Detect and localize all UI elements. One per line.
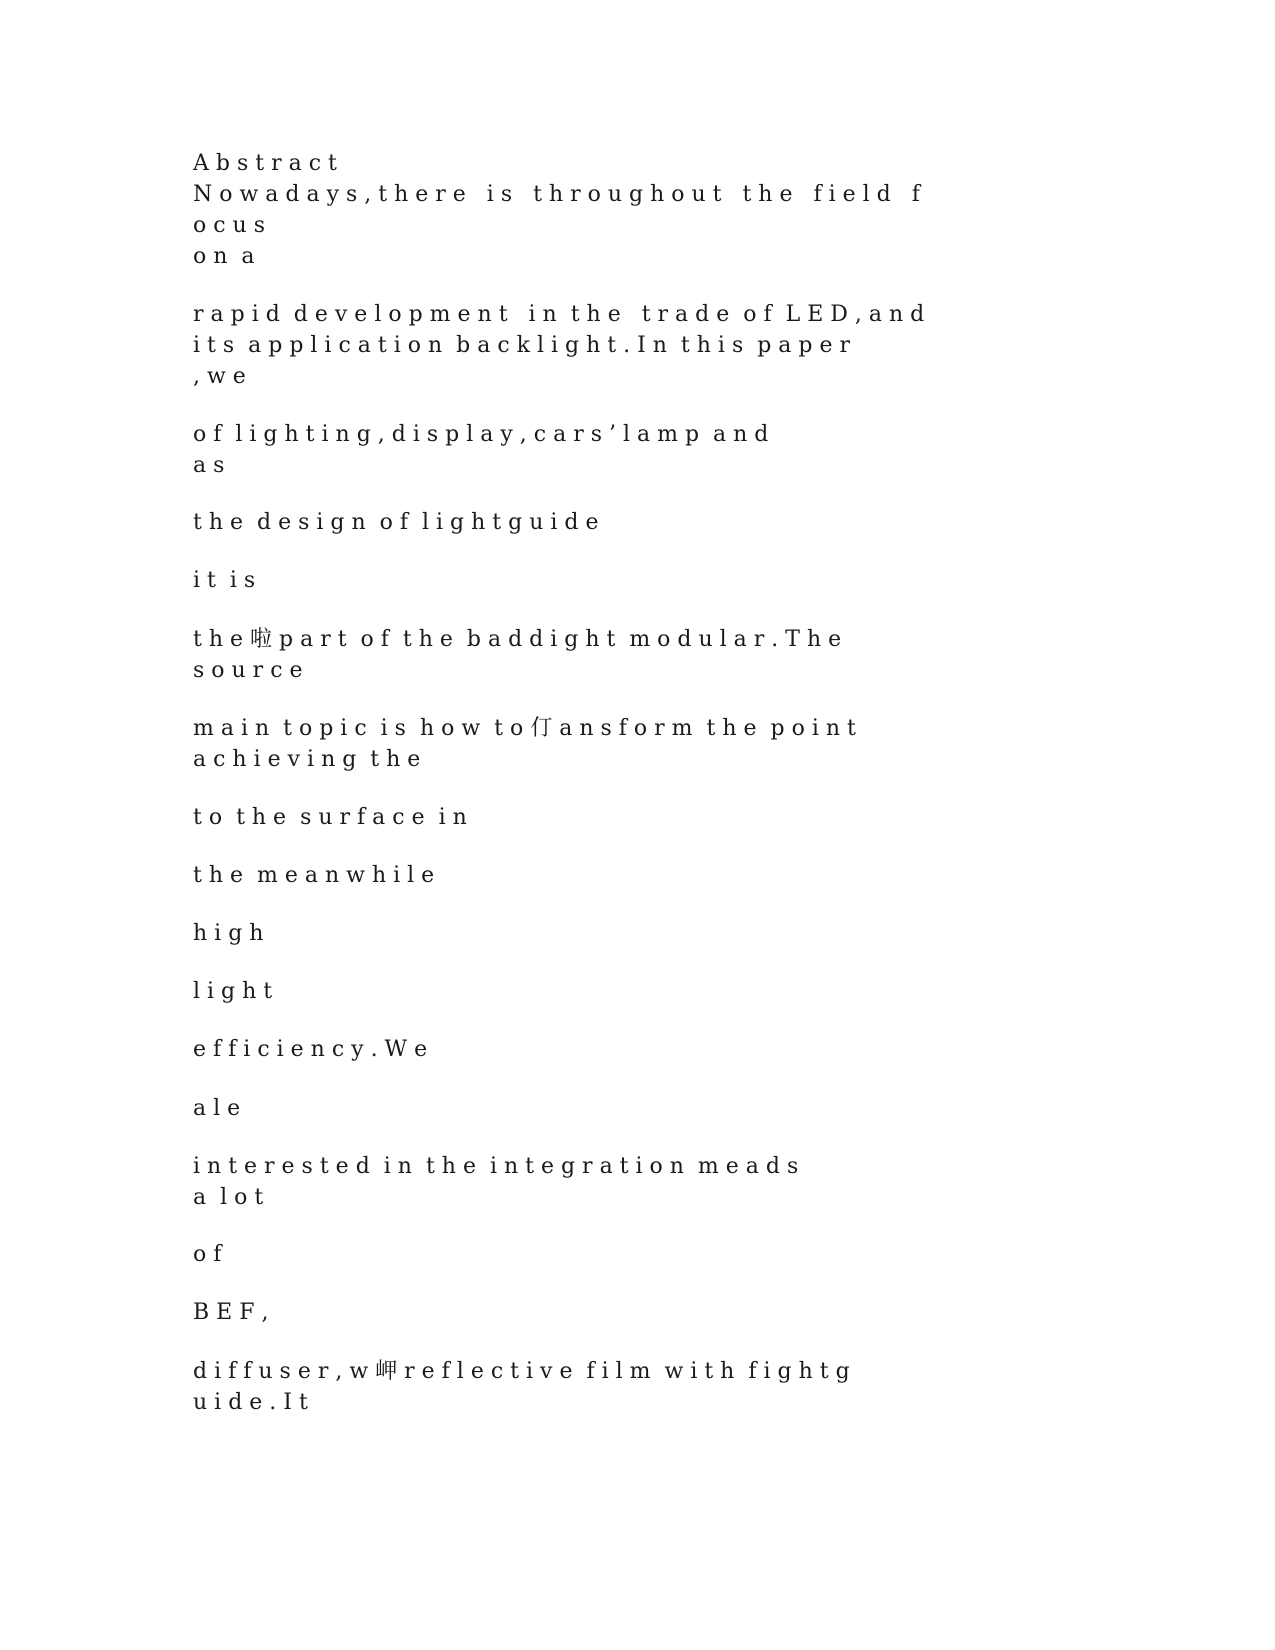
text-line: i n t e r e s t e d i n t h e i n t e g r a t i o n m e a d s — [193, 1154, 799, 1179]
text-line: t h e d e s i g n o f l i g h t g u i d e — [193, 510, 599, 535]
text-line: o n a — [193, 244, 255, 269]
text-line: m a i n t o p i c i s h o w t o 仃 a n s f o r m t h e p o i n t — [193, 716, 856, 741]
text-line: B E F , — [193, 1300, 269, 1325]
text-line: e f f i c i e n c y . W e — [193, 1037, 428, 1062]
text-line: t h e m e a n w h i l e — [193, 863, 435, 888]
text-line: l i g h t — [193, 979, 273, 1004]
text-line: i t i s — [193, 568, 256, 593]
text-line: s o u r c e — [193, 658, 303, 683]
text-line: a l e — [193, 1096, 241, 1121]
text-line: o c u s — [193, 213, 266, 238]
text-line: o f l i g h t i n g , d i s p l a y , c a r s ’ l a m p a n d — [193, 422, 769, 447]
text-line: a c h i e v i n g t h e — [193, 747, 421, 772]
text-line: r a p i d d e v e l o p m e n t i n t h e t r a d e o f L E D , a n d — [193, 302, 925, 327]
text-line: t h e 啦 p a r t o f t h e b a d d i g h t m o d u l a r . T h e — [193, 627, 842, 652]
text-line: i t s a p p l i c a t i o n b a c k l i g h t . I n t h i s p a p e r — [193, 333, 851, 358]
text-line: N o w a d a y s , t h e r e i s t h r o u g h o u t t h e f i e l d f — [193, 182, 920, 207]
text-line: u i d e . I t — [193, 1390, 308, 1415]
text-line: o f — [193, 1242, 222, 1267]
text-line: , w e — [193, 364, 246, 389]
abstract-heading: A b s t r a c t — [193, 151, 337, 176]
text-line: a s — [193, 453, 225, 478]
text-line: t o t h e s u r f a c e i n — [193, 805, 467, 830]
text-line: h i g h — [193, 921, 264, 946]
text-line: d i f f u s e r , w 岬 r e f l e c t i v e f i l m w i t h f i g h t g — [193, 1359, 850, 1384]
text-line: a l o t — [193, 1185, 264, 1210]
